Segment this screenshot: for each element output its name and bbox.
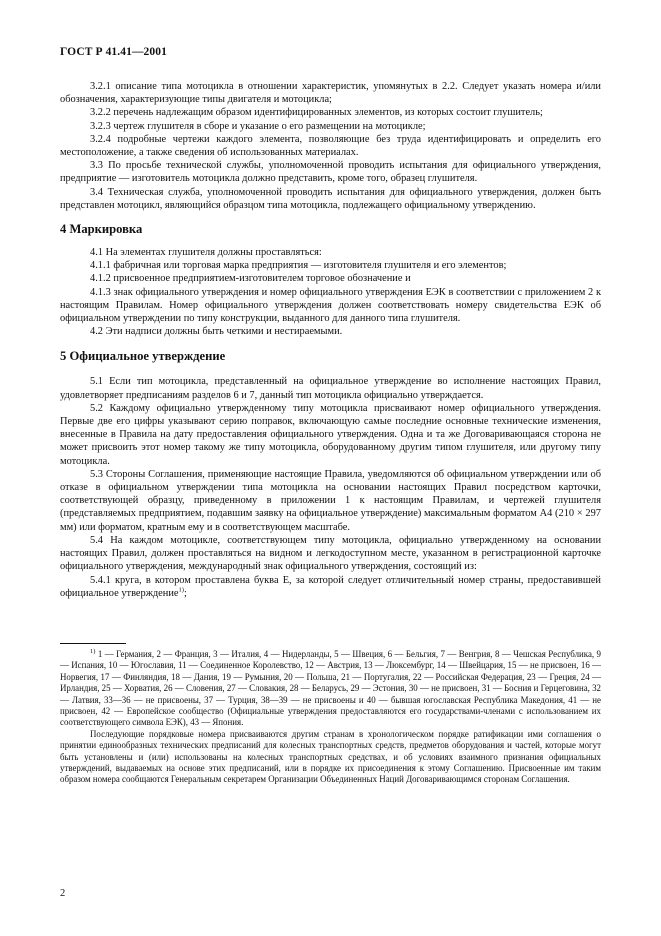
paragraph-5-2: 5.2 Каждому официально утвержденному типу мотоцикла присваивают номер официального утверждения. Первые две его цифры указывают серию поправок, включающую самые последние основные технические изменения, внесенные в Правила на дату предоставления официального утверждения. Одна и та же Договаривающаяся сторона не может присвоить этот номер такому же типу мотоцикла, оборудованному другим типом глушителя, или другому типу мотоцикла.	[60, 402, 601, 467]
paragraph-5-4-1	[60, 574, 601, 600]
document-header: ГОСТ Р 41.41—2001	[60, 46, 167, 58]
paragraph-4-1: 4.1 На элементах глушителя должны проставляться:	[90, 247, 322, 259]
footnote-separator	[60, 643, 126, 644]
footnote-block	[60, 649, 601, 786]
footnote-text-countries: 1 — Германия, 2 — Франция, 3 — Италия, 4 — Нидерланды, 5 — Швеция, 6 — Бельгия, 7 — Венгрия, 8 — Чешская Республика, 9 — Испания, 10 — Югославия, 11 — Соединенное Королевство, 12 — Австрия, 13 — Люксембург, 14 — Швейцария, 15 — не присвоен, 16 — Норвегия, 17 — Финляндия, 18 — Дания, 19 — Румыния, 20 — Польша, 21 — Португалия, 22 — Российская Федерация, 23 — Греция, 24 — Ирландия, 25 — Хорватия, 26 — Словения, 27 — Словакия, 28 — Беларусь, 29 — Эстония, 30 — не присвоен, 31 — Босния и Герцеговина, 32 — Латвия, 33—36 — не присвоены, 37 — Турция, 38—39 — не присвоены и 40 — бывшая югославская Республика Македония, 41 — не присвоен, 42 — Европейское сообщество (Официальные утверждения предоставляются его государствами-членами с использованием их соответствующего символа ЕЭК), 43 — Япония.	[60, 649, 601, 728]
section-heading-approval: 5 Официальное утверждение	[60, 349, 226, 364]
page-number: 2	[60, 888, 66, 899]
footnote-reference[interactable]: 1)	[178, 586, 184, 594]
paragraph-3-4: 3.4 Техническая служба, уполномоченной проводить испытания для официального утверждения, должен быть представлен мотоцикл, являющийся образцом типа мотоцикла, подлежащего официальному утверждению.	[60, 186, 601, 211]
paragraph-4-1-3: 4.1.3 знак официального утверждения и номер официального утверждения ЕЭК в соответствии с приложением 2 к настоящим Правилам. Номер официального утверждения должен соответствовать номеру свидетельства ЕЭК об официальном утверждении по типу конструкции, выданного для данного типа глушителя.	[60, 286, 601, 325]
paragraph-5-4-1-end: ;	[183, 587, 187, 599]
footnote-country-list	[60, 649, 601, 729]
section-heading-marking: 4 Маркировка	[60, 222, 143, 237]
paragraph-3-2-4: 3.2.4 подробные чертежи каждого элемента, позволяющие без труда идентифицировать и определить его местоположение, а также сведения об использованных материалах.	[60, 133, 601, 159]
main-content	[60, 80, 601, 600]
paragraph-3-2-3: 3.2.3 чертеж глушителя в сборе и указание о его размещении на мотоцикле;	[90, 120, 426, 132]
paragraph-4-2: 4.2 Эти надписи должны быть четкими и нестираемыми.	[90, 326, 343, 338]
paragraph-5-4-1-text: 5.4.1 круга, в котором проставлена буква Е, за которой следует отличительный номер страны, предоставившей официальное утверждение	[60, 574, 601, 599]
paragraph-3-2-2: 3.2.2 перечень надлежащим образом идентифицированных элементов, из которых состоит глушитель;	[90, 107, 543, 119]
paragraph-4-1-1: 4.1.1 фабричная или торговая марка предприятия — изготовителя глушителя и его элементов;	[90, 260, 507, 272]
paragraph-3-2-1: 3.2.1 описание типа мотоцикла в отношении характеристик, упомянутых в 2.2. Следует указать номера и/или обозначения, характеризующие типы двигателя и мотоцикла;	[60, 81, 601, 106]
paragraph-5-4: 5.4 На каждом мотоцикле, соответствующем типу мотоцикла, официально утвержденному на основании настоящих Правил, должен проставляться на видном и легкодоступном месте, указанном в регистрационной карточке официального утверждения, международный знак официального утверждения, состоящий из:	[60, 534, 601, 573]
paragraph-4-1-2: 4.1.2 присвоенное предприятием-изготовителем торговое обозначение и	[90, 273, 411, 285]
paragraph-5-3: 5.3 Стороны Соглашения, применяющие настоящие Правила, уведомляются об официальном утверждении или об отказе в официальном утверждении типа мотоцикла на основании настоящих Правил посредством карточки, соответствующей образцу, приведенному в приложении 1 к настоящим Правилам, и чертежей глушителя (представляемых предприятием, подавшим заявку на официальное утверждение) максимальным форматом А4 (210 × 297 мм) или форматом, кратным ему и в соответствующем масштабе.	[60, 468, 601, 533]
paragraph-3-3: 3.3 По просьбе технической службы, уполномоченной проводить испытания для официального утверждения, предприятие — изготовитель мотоцикла должно представить, кроме того, образец глушителя.	[60, 160, 601, 185]
footnote-additional-text: Последующие порядковые номера присваиваются другим странам в хронологическом порядке ратификации ими соглашения о принятии единообразных технических предписаний для колесных транспортных средств, предметов оборудования и частей, которые могут быть установлены и (или) использованы на колесных транспортных средствах, и об условиях взаимного признания официальных утверждений, выдаваемых на основе этих предписаний, или в порядке их присоединения к этому Соглашению. Присвоенные им таким образом номера сообщаются Генеральным секретарем Организации Объединенных Наций Договаривающимся сторонам Соглашения.	[60, 728, 601, 785]
paragraph-5-1: 5.1 Если тип мотоцикла, представленный на официальное утверждение во исполнение настоящих Правил, удовлетворяет предписаниям разделов 6 и 7, данный тип мотоцикла официально утверждается.	[60, 376, 601, 401]
footnote-marker: 1)	[90, 648, 96, 656]
